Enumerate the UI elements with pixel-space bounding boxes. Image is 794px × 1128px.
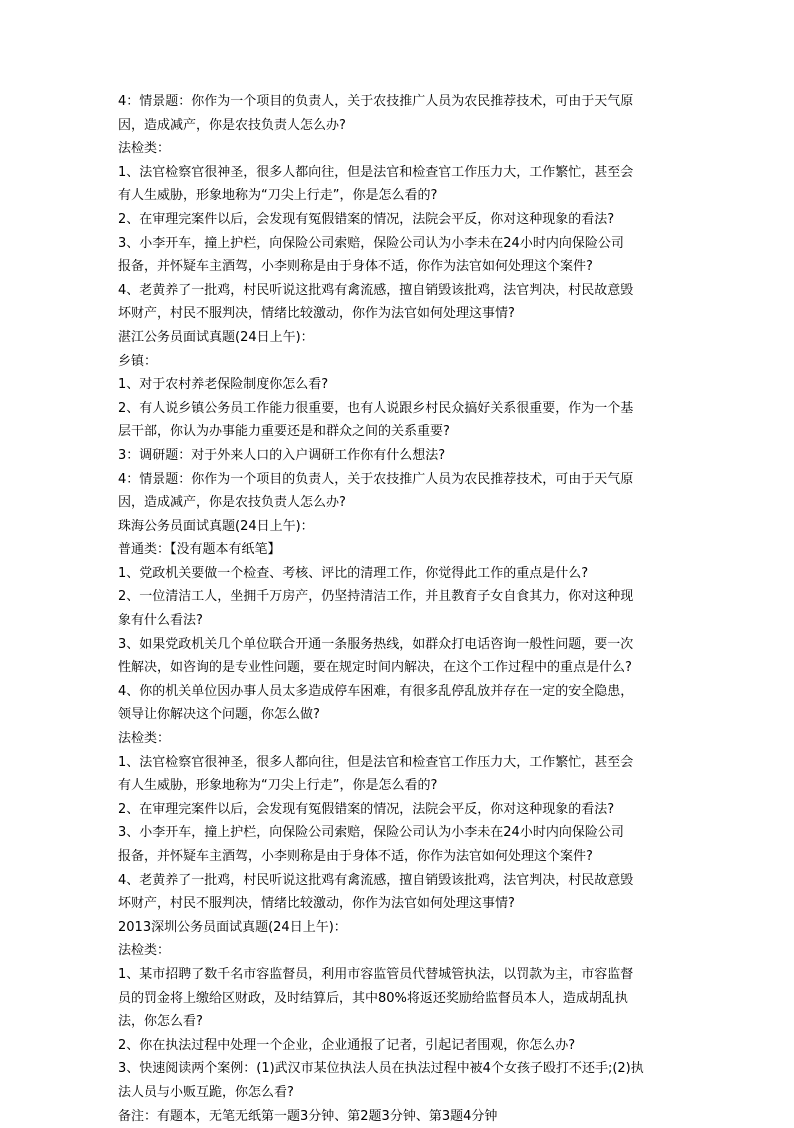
text-line: 3、小李开车，撞上护栏，向保险公司索赔，保险公司认为小李未在24小时内向保险公司 [118, 235, 624, 251]
text-line: 4：情景题：你作为一个项目的负责人，关于农技推广人员为农民推荐技术，可由于天气原 [118, 94, 634, 109]
text-line: 4、你的机关单位因办事人员太多造成停车困难，有很多乱停乱放并存在一定的安全隐患， [118, 683, 634, 699]
text-line: 有人生威胁，形象地称为“刀尖上行走”，你是怎么看的? [118, 188, 438, 204]
section-heading: 乡镇： [118, 353, 158, 369]
section-heading: 2013深圳公务员面试真题(24日上午)： [118, 919, 347, 935]
text-line: 1、法官检察官很神圣，很多人都向往，但是法官和检查官工作压力大，工作繁忙，甚至会 [118, 754, 634, 770]
text-line: 2、一位清洁工人，坐拥千万房产，仍坚持清洁工作，并且教育子女自食其力，你对这种现 [118, 589, 634, 605]
text-line: 2、你在执法过程中处理一个企业，企业通报了记者，引起记者围观，你怎么办? [118, 1037, 576, 1053]
text-line: 象有什么看法? [118, 613, 203, 629]
section-heading: 法检类： [118, 141, 171, 157]
text-line: 2、在审理完案件以后，会发现有冤假错案的情况，法院会平反，你对这种现象的看法? [118, 801, 615, 817]
text-line: 报备，并怀疑车主酒驾，小李则称是由于身体不适，你作为法官如何处理这个案件? [118, 849, 593, 864]
text-line: 法，你怎么看? [118, 1014, 203, 1030]
section-heading: 珠海公务员面试真题(24日上午)： [118, 518, 314, 534]
text-line: 法人员与小贩互跪，你怎么看? [118, 1084, 294, 1100]
text-line: 4：情景题：你作为一个项目的负责人，关于农技推广人员为农民推荐技术，可由于天气原 [118, 471, 634, 487]
text-line: 1、党政机关要做一个检查、考核、评比的清理工作，你觉得此工作的重点是什么? [118, 565, 589, 581]
text-line: 有人生威胁，形象地称为“刀尖上行走”，你是怎么看的? [118, 778, 438, 794]
text-line: 员的罚金将上缴给区财政，及时结算后，其中80%将返还奖励给监督员本人，造成胡乱执 [118, 990, 628, 1006]
section-heading: 普通类：【没有题本有纸笔】 [118, 542, 281, 558]
text-line: 4、老黄养了一批鸡，村民听说这批鸡有禽流感，擅自销毁该批鸡，法官判决，村民故意毁 [118, 872, 634, 888]
text-line: 3、快速阅读两个案例：(1)武汉市某位执法人员在执法过程中被4个女孩子殴打不还手;(2)执 [118, 1061, 644, 1077]
text-line: 4、老黄养了一批鸡，村民听说这批鸡有禽流感，擅自销毁该批鸡，法官判决，村民故意毁 [118, 282, 634, 298]
text-line: 坏财产，村民不服判决，情绪比较激动，你作为法官如何处理这事情? [118, 306, 515, 322]
text-line: 坏财产，村民不服判决，情绪比较激动，你作为法官如何处理这事情? [118, 896, 515, 912]
note-line: 备注：有题本，无笔无纸第一题3分钟、第2题3分钟、第3题4分钟 [118, 1108, 498, 1124]
text-line: 1、某市招聘了数千名市容监督员，利用市容监管员代替城管执法，以罚款为主，市容监督 [118, 966, 634, 982]
text-line: 1、法官检察官很神圣，很多人都向往，但是法官和检查官工作压力大，工作繁忙，甚至会 [118, 164, 634, 180]
text-line: 3：调研题：对于外来人口的入户调研工作你有什么想法? [118, 447, 446, 463]
text-line: 1、对于农村养老保险制度你怎么看? [118, 377, 329, 393]
text-line: 层干部，你认为办事能力重要还是和群众之间的关系重要? [118, 424, 450, 440]
document-body [118, 90, 698, 1128]
text-line: 2、在审理完案件以后，会发现有冤假错案的情况，法院会平反，你对这种现象的看法? [118, 211, 615, 227]
text-line: 报备，并怀疑车主酒驾，小李则称是由于身体不适，你作为法官如何处理这个案件? [118, 259, 593, 275]
text-line: 性解决，如咨询的是专业性问题，要在规定时间内解决，在这个工作过程中的重点是什么? [118, 660, 632, 676]
text-line: 2、有人说乡镇公务员工作能力很重要，也有人说跟乡村民众搞好关系很重要，作为一个基 [118, 400, 634, 416]
section-heading: 法检类： [118, 731, 171, 747]
section-heading: 法检类： [118, 943, 171, 959]
text-line: 因，造成减产，你是农技负责人怎么办? [118, 495, 346, 511]
text-line: 因，造成减产，你是农技负责人怎么办? [118, 117, 346, 133]
text-line: 3、小李开车，撞上护栏，向保险公司索赔，保险公司认为小李未在24小时内向保险公司 [118, 825, 624, 841]
text-line: 3、如果党政机关几个单位联合开通一条服务热线，如群众打电话咨询一般性问题，要一次 [118, 636, 634, 652]
section-heading: 湛江公务员面试真题(24日上午)： [118, 329, 314, 345]
text-line: 领导让你解决这个问题，你怎么做? [118, 707, 320, 723]
